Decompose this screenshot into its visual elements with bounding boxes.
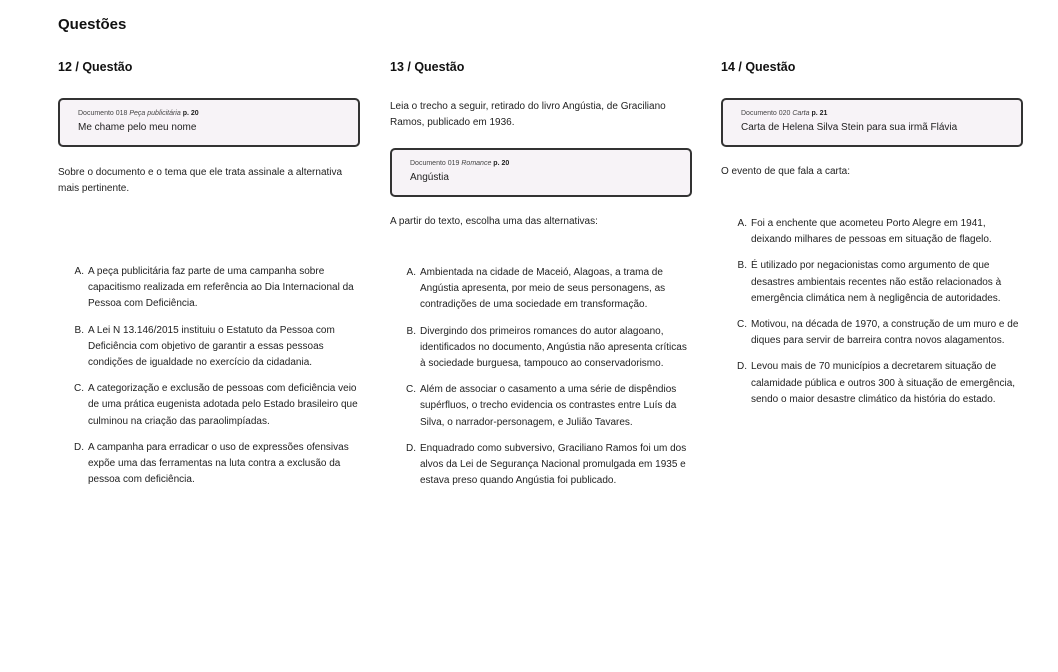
document-type: Romance: [461, 160, 492, 167]
document-page: p. 20: [182, 110, 199, 117]
answer-option-c[interactable]: [58, 381, 360, 430]
question-title: 12 / Questão: [58, 60, 133, 74]
option-letter: A.: [737, 218, 747, 229]
option-letter: A.: [74, 266, 84, 277]
answer-options: [721, 216, 1023, 408]
answer-option-a[interactable]: [58, 264, 360, 313]
answer-option-d[interactable]: [721, 359, 1023, 408]
question-prompt: O evento de que fala a carta:: [721, 166, 850, 177]
question-prompt: Sobre o documento e o tema que ele trata assinale a alternativa mais pertinente.: [58, 167, 343, 194]
option-text: Levou mais de 70 municípios a decretarem situação de calamidade pública e outros 300 à situação de emergência, sendo o maior desastre climático da história do estado.: [751, 361, 1016, 405]
question-intro: Leia o trecho a seguir, retirado do livro Angústia, de Graciliano Ramos, publicado em 1936.: [390, 101, 666, 128]
option-text: É utilizado por negacionistas como argumento de que desastres ambientais recentes não estão relacionados à emergência climática nem à negligência de autoridades.: [751, 260, 1002, 304]
document-number: Documento 018: [78, 110, 128, 117]
answer-option-a[interactable]: [390, 265, 692, 314]
document-type: Carta: [792, 110, 810, 117]
answer-options: [390, 265, 692, 489]
document-meta: [741, 109, 1021, 119]
document-name: Angústia: [410, 172, 449, 183]
option-text: Divergindo dos primeiros romances do autor alagoano, identificados no documento, Angústia não apresenta críticas à sociedade burguesa, tampouco ao conservadorismo.: [420, 325, 687, 370]
document-number: Documento 019: [410, 160, 460, 167]
option-letter: B.: [737, 260, 747, 272]
option-letter: C.: [74, 383, 84, 395]
option-letter: B.: [406, 325, 416, 337]
answer-option-d[interactable]: [58, 440, 360, 489]
page-title: Questões: [58, 16, 127, 33]
question-13: [390, 60, 692, 499]
question-title: 13 / Questão: [390, 60, 465, 74]
option-letter: C.: [737, 319, 747, 331]
option-letter: B.: [74, 324, 84, 336]
option-text: A campanha para erradicar o uso de expressões ofensivas expõe uma das ferramentas na luta contra a exclusão da pessoa com deficiência.: [88, 441, 349, 486]
option-text: Motivou, na década de 1970, a construção de um muro e de diques para servir de barreira contra novos alagamentos.: [751, 319, 1019, 347]
document-card[interactable]: [390, 148, 692, 197]
answer-option-b[interactable]: [390, 324, 692, 373]
option-letter: A.: [406, 267, 416, 278]
document-page: p. 21: [811, 110, 828, 117]
question-12: [58, 60, 360, 498]
answer-option-c[interactable]: [390, 382, 692, 431]
option-letter: D.: [737, 361, 747, 373]
option-text: A categorização e exclusão de pessoas com deficiência veio de uma prática eugenista adotada pelo Estado brasileiro que culminou na criação das paraolimpíadas.: [88, 383, 358, 427]
option-text: A Lei N 13.146/2015 instituiu o Estatuto da Pessoa com Deficiência com objetivo de garantir a essas pessoas condições de igualdade no exercício da cidadania.: [88, 324, 335, 369]
document-card[interactable]: [58, 98, 360, 147]
document-number: Documento 020: [741, 110, 791, 117]
answer-options: [58, 264, 360, 488]
option-letter: D.: [74, 441, 84, 453]
answer-option-d[interactable]: [390, 441, 692, 490]
option-text: Enquadrado como subversivo, Graciliano Ramos foi um dos alvos da Lei de Segurança Nacional promulgada em 1935 e estava preso quando Angústia foi publicado.: [420, 442, 687, 487]
question-prompt: A partir do texto, escolha uma das alternativas:: [390, 216, 598, 227]
answer-option-b[interactable]: [721, 258, 1023, 307]
document-name: Me chame pelo meu nome: [78, 122, 197, 133]
document-type: Peça publicitária: [129, 110, 181, 117]
answer-option-b[interactable]: [58, 323, 360, 372]
option-letter: D.: [406, 442, 416, 454]
document-name: Carta de Helena Silva Stein para sua irmã Flávia: [741, 122, 958, 133]
document-card[interactable]: [721, 98, 1023, 147]
option-text: Além de associar o casamento a uma série de dispêndios supérfluos, o trecho evidencia os contrastes entre Luís da Silva, o narrador-personagem, e Julião Tavares.: [420, 384, 677, 428]
document-page: p. 20: [493, 160, 510, 167]
question-title: 14 / Questão: [721, 60, 796, 74]
document-meta: [410, 159, 690, 169]
answer-option-a[interactable]: [721, 216, 1023, 248]
document-meta: [78, 109, 358, 119]
option-letter: C.: [406, 384, 416, 396]
question-14: [721, 60, 1023, 418]
option-text: A peça publicitária faz parte de uma campanha sobre capacitismo realizada em referência ao Dia Internacional da Pessoa com Deficiência.: [88, 266, 354, 310]
option-text: Foi a enchente que acometeu Porto Alegre em 1941, deixando milhares de pessoas em situação de flagelo.: [751, 218, 992, 246]
option-text: Ambientada na cidade de Maceió, Alagoas, a trama de Angústia apresenta, por meio de seus personagens, as contradições de uma sociedade em transformação.: [420, 267, 666, 311]
answer-option-c[interactable]: [721, 317, 1023, 349]
